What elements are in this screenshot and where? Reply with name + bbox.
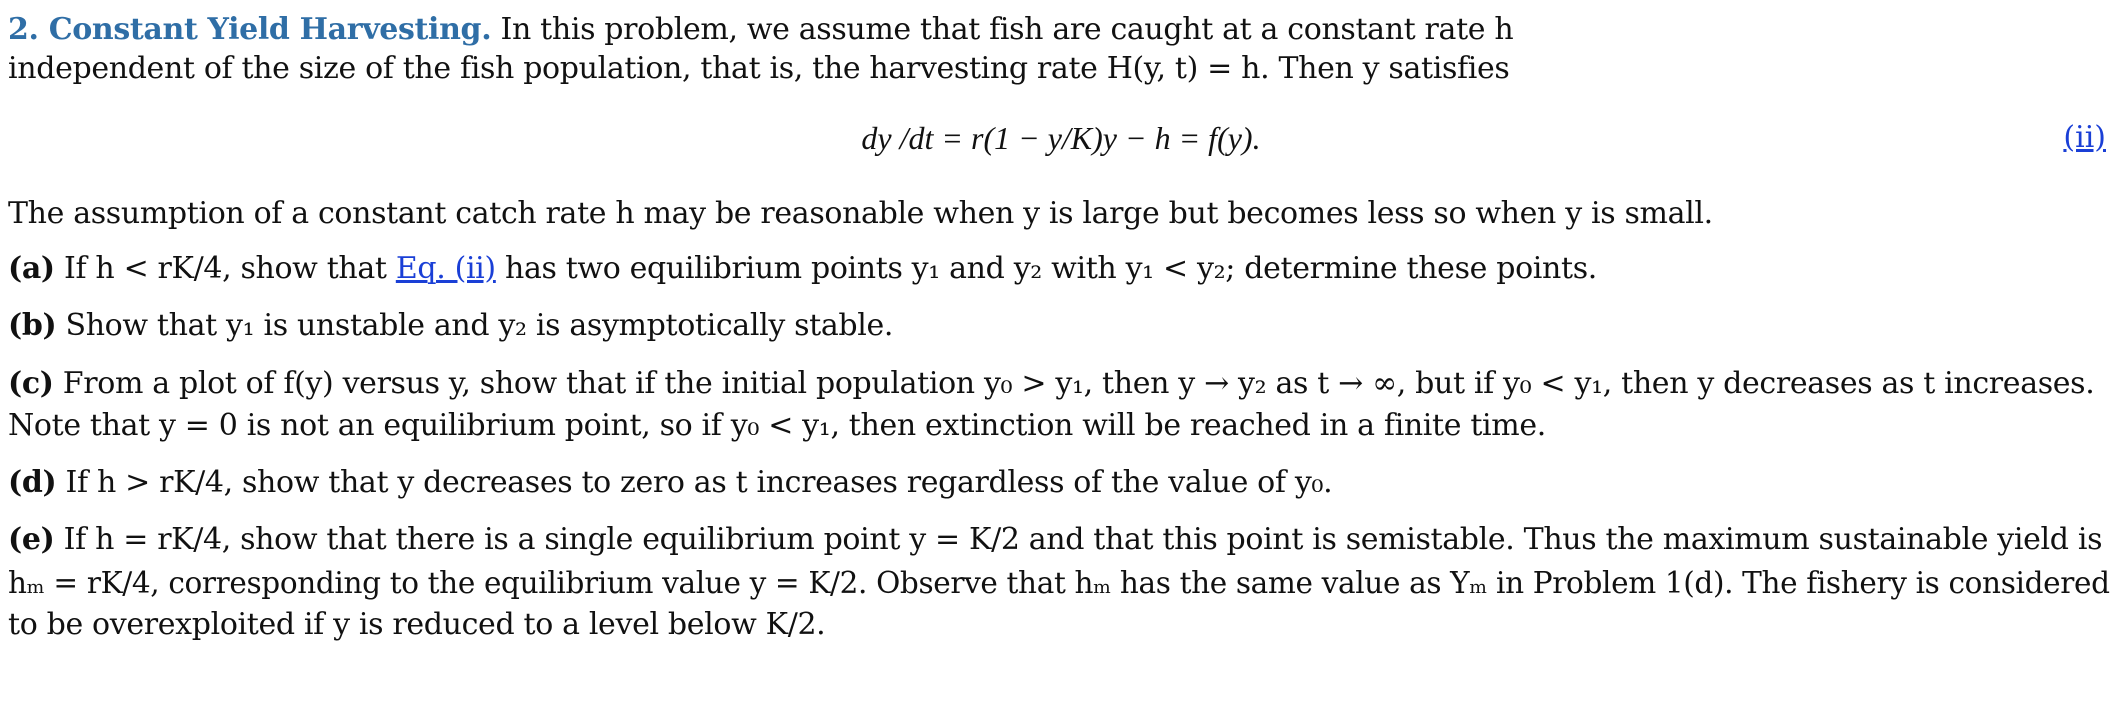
problem-title: 2. Constant Yield Harvesting. bbox=[8, 12, 492, 47]
eq-ii-link[interactable]: Eq. (ii) bbox=[395, 251, 496, 286]
equation-tag-link[interactable]: (ii) bbox=[2063, 120, 2106, 155]
part-a-text-post: has two equilibrium points y₁ and y₂ with y₁ < y₂; determine these points. bbox=[495, 251, 1597, 286]
problem-heading-line-1 bbox=[8, 12, 1513, 48]
part-a-label: (a) bbox=[8, 251, 55, 286]
part-c-text-2: Note that y = 0 is not an equilibrium point, so if y₀ < y₁, then extinction will be reached in a finite time. bbox=[8, 408, 1546, 443]
part-c-text-1: From a plot of f(y) versus y, show that if the initial population y₀ > y₁, then y → y₂ as t → ∞, but if y₀ < y₁, then y decreases as t increases. bbox=[53, 366, 2095, 401]
part-e-line-3 bbox=[8, 607, 825, 643]
part-b bbox=[8, 308, 893, 344]
part-a-text-pre: If h < rK/4, show that bbox=[54, 251, 396, 286]
part-e-label: (e) bbox=[8, 522, 55, 557]
part-e-line-1 bbox=[8, 522, 2102, 558]
assumption-text: The assumption of a constant catch rate h may be reasonable when y is large but becomes less so when y is small. bbox=[8, 196, 1713, 231]
part-d-label: (d) bbox=[8, 465, 57, 500]
intro-text-2: independent of the size of the fish population, that is, the harvesting rate H(y, t) = h. Then y satisfies bbox=[8, 51, 1510, 86]
part-b-text: Show that y₁ is unstable and y₂ is asymptotically stable. bbox=[56, 308, 894, 343]
part-a bbox=[8, 251, 1597, 287]
part-c-line-2 bbox=[8, 408, 1546, 444]
part-e-text-1: If h = rK/4, show that there is a single equilibrium point y = K/2 and that this point is semistable. Thus the maximum sustainable yield is bbox=[54, 522, 2103, 557]
part-e-text-3: to be overexploited if y is reduced to a level below K/2. bbox=[8, 607, 826, 642]
equation-ii: dy /dt = r(1 − y/K)y − h = f(y). bbox=[861, 120, 1261, 156]
part-d bbox=[8, 465, 1332, 501]
intro-text-1: In this problem, we assume that fish are caught at a constant rate h bbox=[491, 12, 1514, 47]
part-c-line-1 bbox=[8, 366, 2094, 402]
part-c-label: (c) bbox=[8, 366, 54, 401]
part-e-text-2: hₘ = rK/4, corresponding to the equilibrium value y = K/2. Observe that hₘ has the same value as Yₘ in Problem 1(d). The fishery is considered bbox=[8, 566, 2110, 600]
part-e-line-2 bbox=[8, 565, 2110, 601]
part-b-label: (b) bbox=[8, 308, 57, 343]
part-d-text: If h > rK/4, show that y decreases to zero as t increases regardless of the value of y₀. bbox=[56, 465, 1333, 500]
problem-heading-line-2 bbox=[8, 51, 1509, 87]
